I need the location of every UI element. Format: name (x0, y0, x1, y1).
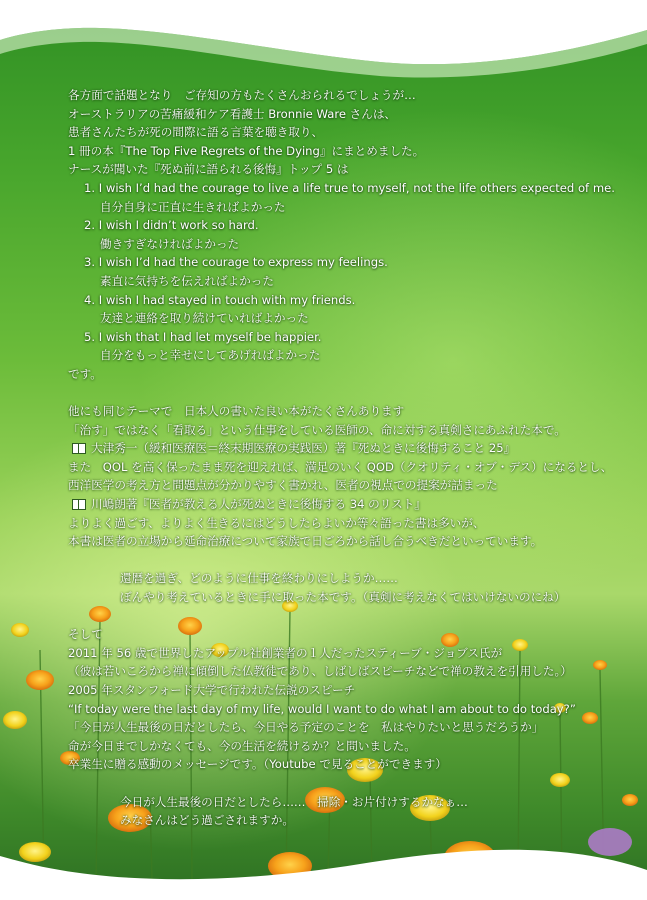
section3-line: 命が今日までしかなくても、今の生活を続けるか？と問いました。 (68, 738, 416, 753)
regret-english: I wish I didn’t work so hard. (98, 218, 259, 233)
section2-line: よりよく過ごす、よりよく生きるにはどうしたらよいか等々語った書は多いが、 (68, 515, 485, 530)
book-recommendation-1 (68, 439, 628, 458)
section3-line: 2005 年スタンフォード大学で行われた伝説のスピーチ (68, 683, 356, 697)
personal-note-line: ぼんやり考えているときに手に取った本です。（真剣に考えなくてはいけないのにね） (120, 590, 566, 605)
regret-item-3 (68, 253, 628, 272)
regret-japanese: 友達と連絡を取り続けていればよかった (100, 311, 309, 326)
section2-line: 本書は医者の立場から延命治療について家族で日ごろから話し合うべきだといっています。 (68, 534, 543, 549)
regret-japanese: 自分をもっと幸せにしてあげればよかった (100, 348, 321, 363)
closing-note-line: みなさんはどう過ごされますか。 (120, 813, 294, 828)
regret-english: I wish I had stayed in touch with my friends. (98, 292, 356, 307)
section3-line: 2011 年 56 歳で世界したアップル社創業者の１人だったスティーブ・ジョブス氏が (68, 645, 503, 660)
regret-number: 1. (84, 180, 96, 195)
regret-number: 3. (84, 255, 96, 270)
regret-number: 4. (84, 292, 96, 307)
regret-item-5 (68, 328, 628, 347)
regret-number: 5. (84, 329, 96, 344)
section2-line: 「治す」ではなく「看取る」という仕事をしている医師の、命に対する真剣さにあふれた本で。 (68, 422, 566, 437)
regret-japanese: 自分自身に正直に生きればよかった (100, 199, 286, 214)
book-title: 川嶋朗著『医者が教える人が死ぬときに後悔する 34 のリスト』 (91, 497, 426, 512)
section3-line: そして (68, 627, 103, 642)
book-recommendation-2 (68, 495, 628, 514)
section2-line: また QOL を高く保ったまま死を迎えれば、満足のいく QOD（クオリティ・オブ・デス）になるとし、 (68, 459, 613, 474)
regret-item-1 (68, 179, 628, 198)
regret-item-4 (68, 291, 628, 310)
regret-english: I wish I’d had the courage to express my feelings. (98, 255, 388, 270)
desu-line: です。 (68, 366, 102, 381)
intro-line: ナースが聞いた『死ぬ前に語られる後悔』トップ 5 は (68, 162, 349, 177)
regret-japanese: 素直に気持ちを伝えればよかった (100, 273, 274, 288)
jobs-quote-english: “If today were the last day of my life, would I want to do what I am about to do today?” (68, 701, 576, 716)
section3-line: 卒業生に贈る感動のメッセージです。（Youtube で見ることができます） (68, 757, 447, 772)
regret-english: I wish that I had let myself be happier. (98, 329, 322, 344)
regret-japanese: 働きすぎなければよかった (100, 236, 240, 251)
bottom-white-wave (0, 830, 647, 900)
regret-english: I wish I’d had the courage to live a life true to myself, not the life others expected of me. (98, 180, 615, 195)
top-white-wave (0, 0, 647, 95)
section3-line: （彼は若いころから禅に傾倒した仏教徒であり、しばしばスピーチなどで禅の教えを引用した。） (68, 664, 572, 679)
book-title: 大津秀一（緩和医療医＝終末期医療の実践医）著『死ぬときに後悔すること 25』 (91, 441, 516, 456)
closing-note-line: 今日が人生最後の日だとしたら…… 掃除・お片付けするかなぁ… (120, 794, 468, 809)
regret-number: 2. (84, 218, 96, 233)
regret-item-2 (68, 216, 628, 235)
book-icon (72, 499, 86, 509)
section2-line: 西洋医学の考え方と問題点が分かりやすく書かれ、医者の視点での提案が詰まった (68, 478, 498, 493)
section2-line: 他にも同じテーマで 日本人の書いた良い本がたくさんあります (68, 404, 405, 419)
personal-note-line: 還暦を過ぎ、どのように仕事を終わりにしようか…… (120, 571, 398, 586)
jobs-quote-japanese: 「今日が人生最後の日だとしたら、今日やる予定のことを 私はやりたいと思うだろうか」 (68, 720, 544, 735)
article-text (68, 86, 628, 830)
intro-line: 患者さんたちが死の間際に語る言葉を聴き取り、 (68, 125, 324, 140)
intro-line: 1 冊の本『The Top Five Regrets of the Dying』にまとめました。 (68, 143, 425, 158)
book-icon (72, 443, 86, 453)
intro-line: オーストラリアの苦痛緩和ケア看護士 Bronnie Ware さんは、 (68, 106, 397, 121)
intro-line: 各方面で話題となり ご存知の方もたくさんおられるでしょうが… (68, 88, 416, 102)
